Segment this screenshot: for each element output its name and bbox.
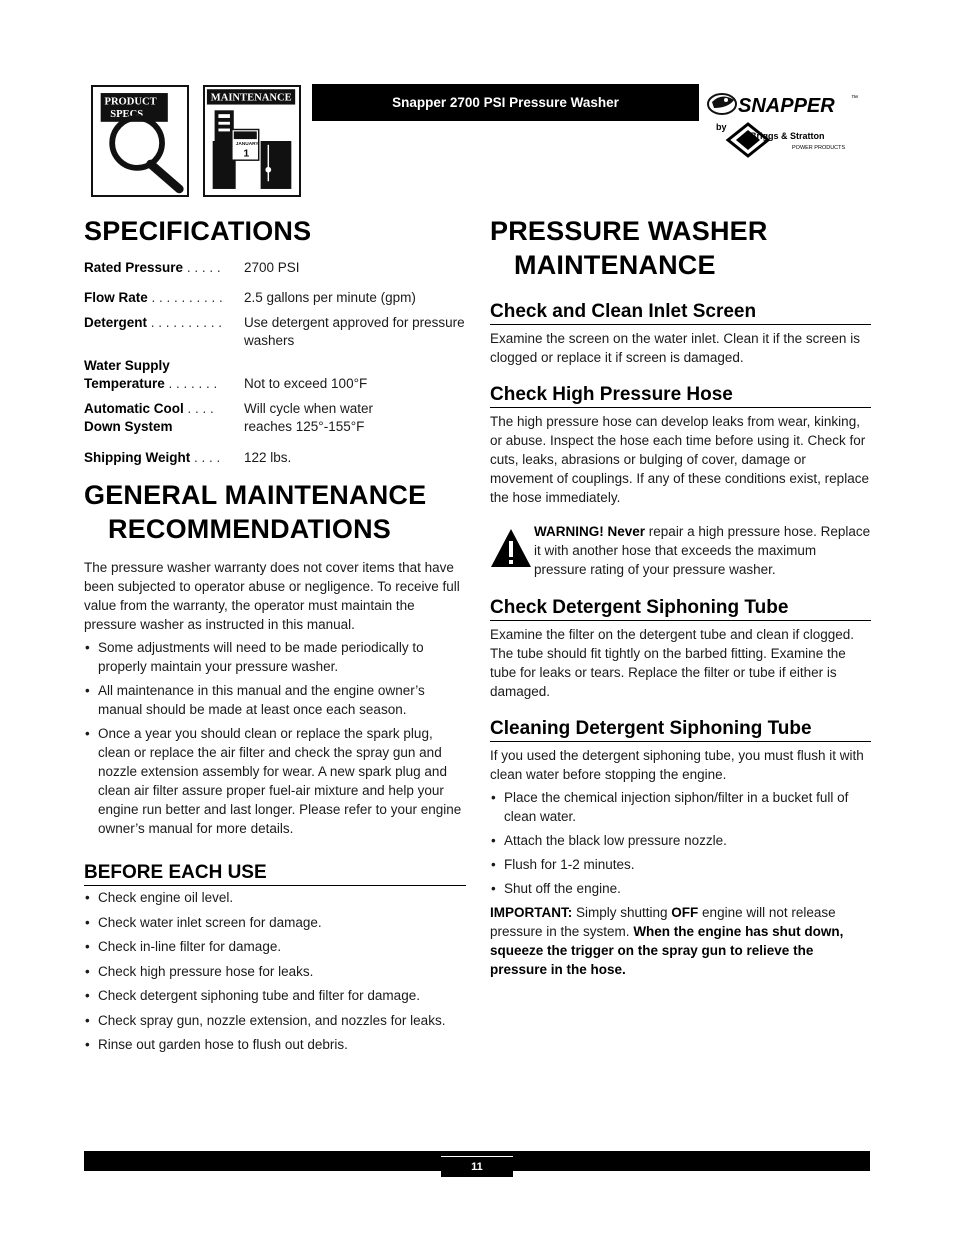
- general-heading-line1: GENERAL MAINTENANCE: [84, 480, 427, 510]
- spec-value: Use detergent approved for pressure washers: [244, 315, 465, 348]
- list-item: • Check detergent siphoning tube and filter for damage.: [84, 986, 466, 1005]
- warning-body: repair a high pressure hose. Replace it with another hose that exceeds the maximum pressure rating of your pressure washer.: [534, 524, 871, 577]
- inlet-screen-text: Examine the screen on the water inlet. Clean it if the screen is clogged or replace it if screen is damaged.: [490, 331, 860, 365]
- list-item: • All maintenance in this manual and the engine owner’s manual should be made at least once each season.: [84, 681, 466, 719]
- spec-value: Not to exceed 100°F: [244, 376, 368, 391]
- general-intro: The pressure washer warranty does not cover items that have been subjected to operator abuse or negligence. To receive full value from the warranty, the operator must maintain the pressure washer as instructed in this manual.: [84, 560, 460, 632]
- spec-row-down-system: [84, 418, 466, 436]
- spec-dots: . . . . . . .: [164, 376, 218, 391]
- spec-dots: . . . . .: [183, 260, 221, 275]
- spec-label: Down System: [84, 419, 173, 434]
- logo-sub: POWER PRODUCTS: [792, 145, 846, 151]
- important-off: OFF: [671, 905, 699, 920]
- list-item: • Check engine oil level.: [84, 888, 466, 907]
- right-column: [490, 214, 871, 979]
- high-pressure-hose-heading: Check High Pressure Hose: [490, 384, 871, 408]
- list-item: • Shut off the engine.: [490, 879, 871, 898]
- general-bullets: [84, 638, 466, 838]
- list-item: • Some adjustments will need to be made periodically to properly maintain your pressure washer.: [84, 638, 466, 676]
- list-item: • Check water inlet screen for damage.: [84, 913, 466, 932]
- warning-triangle-icon: [490, 522, 534, 579]
- spec-value: [244, 357, 466, 375]
- pwm-heading-line1: PRESSURE WASHER: [490, 216, 768, 246]
- before-each-use-heading: BEFORE EACH USE: [84, 862, 466, 886]
- warning-label: WARNING!: [534, 524, 604, 539]
- spec-row-shipping-weight: [84, 449, 466, 467]
- spec-label: Flow Rate: [84, 290, 148, 305]
- spec-row-flow-rate: [84, 289, 466, 307]
- spec-dots: . . . .: [190, 450, 221, 465]
- list-item: • Attach the black low pressure nozzle.: [490, 831, 871, 850]
- product-specs-line2: SPECS: [110, 109, 144, 121]
- spec-label: Detergent: [84, 315, 148, 330]
- calendar-month: JANUARY: [235, 141, 259, 147]
- spec-label: Automatic Cool: [84, 401, 184, 416]
- list-item: • Check high pressure hose for leaks.: [84, 962, 466, 981]
- list-item: • Rinse out garden hose to flush out debris.: [84, 1035, 466, 1054]
- logo-by: by: [716, 122, 727, 132]
- spec-row-detergent: [84, 314, 466, 350]
- warning-never: Never: [607, 524, 646, 539]
- important-note: [490, 903, 871, 979]
- check-siphon-heading: Check Detergent Siphoning Tube: [490, 597, 871, 621]
- calendar-day: 1: [243, 147, 250, 160]
- spec-dots: . . . .: [183, 401, 214, 416]
- maintenance-icon-label: MAINTENANCE: [210, 92, 292, 104]
- logo-parent: Briggs & Stratton: [750, 131, 825, 141]
- page-number: 11: [441, 1156, 513, 1177]
- maintenance-icon: [203, 85, 301, 197]
- spec-value: 122 lbs.: [244, 450, 292, 465]
- spec-label: Shipping Weight: [84, 450, 191, 465]
- spec-row-temperature: [84, 375, 466, 393]
- important-bold: When the engine has shut down, squeeze the trigger on the spray gun to relieve the pressure in the hose.: [490, 924, 844, 977]
- spec-value: Will cycle when water: [244, 401, 374, 416]
- left-column: [84, 214, 466, 1054]
- check-siphon-text: Examine the filter on the detergent tube and clean if clogged. The tube should fit tightly on the barbed fitting. Examine the tube for leaks or tears. Replace the filter or tube if either is damaged.: [490, 627, 854, 699]
- spec-row-automatic-cool: [84, 400, 466, 418]
- important-label: IMPORTANT:: [490, 905, 573, 920]
- warning-text: [534, 522, 871, 579]
- list-item: • Once a year you should clean or replace the spark plug, clean or replace the air filter and check the spray gun and nozzle extension assembly for wear. A new spark plug and clean air filter assure proper fuel-air mixture and help your engine run better and last longer. Please refer to your engine owner’s manual for more details.: [84, 724, 466, 838]
- snapper-briggs-logo: [706, 86, 866, 158]
- spec-label: Water Supply: [84, 358, 170, 373]
- pressure-washer-maintenance-heading: [490, 214, 871, 282]
- clean-siphon-bullets: [490, 788, 871, 898]
- clean-siphon-heading: Cleaning Detergent Siphoning Tube: [490, 718, 871, 742]
- spec-label: Temperature: [84, 376, 165, 391]
- high-pressure-hose-text: The high pressure hose can develop leaks from wear, kinking, or abuse. Inspect the hose each time before using it. Check for cuts, leaks, abrasions or bulging of cover, damage or movement of couplings. If any of these conditions exist, replace the hose immediately.: [490, 414, 869, 505]
- list-item: • Check in-line filter for damage.: [84, 937, 466, 956]
- important-text1: Simply shutting: [572, 905, 672, 920]
- list-item: • Check spray gun, nozzle extension, and nozzles for leaks.: [84, 1011, 466, 1030]
- inlet-screen-heading: Check and Clean Inlet Screen: [490, 301, 871, 325]
- general-maintenance-heading: [84, 478, 466, 546]
- list-item: • Flush for 1-2 minutes.: [490, 855, 871, 874]
- product-specs-line1: PRODUCT: [104, 96, 157, 108]
- spec-row-rated-pressure: [84, 259, 466, 277]
- logo-brand: SNAPPER: [738, 95, 835, 117]
- document-title: Snapper 2700 PSI Pressure Washer: [312, 84, 699, 121]
- spec-value: 2700 PSI: [244, 260, 300, 275]
- clean-siphon-text: If you used the detergent siphoning tube, you must flush it with clean water before stopping the engine.: [490, 748, 864, 782]
- specifications-heading: SPECIFICATIONS: [84, 216, 312, 246]
- warning-block: [490, 522, 871, 579]
- spec-value: reaches 125°-155°F: [244, 419, 365, 434]
- important-text2: engine will not release pressure in the system.: [490, 905, 836, 939]
- product-specs-icon: [91, 85, 189, 197]
- spec-label: Rated Pressure: [84, 260, 184, 275]
- specifications-list: [84, 259, 466, 467]
- spec-dots: . . . . . . . . . .: [147, 290, 223, 305]
- spec-row-water-supply: [84, 357, 466, 375]
- before-each-use-bullets: [84, 888, 466, 1054]
- spec-dots: . . . . . . . . . .: [147, 315, 223, 330]
- logo-tm: ™: [851, 95, 858, 102]
- general-heading-line2: RECOMMENDATIONS: [108, 514, 391, 544]
- spec-value: 2.5 gallons per minute (gpm): [244, 290, 416, 305]
- pwm-heading-line2: MAINTENANCE: [514, 250, 716, 280]
- list-item: • Place the chemical injection siphon/filter in a bucket full of clean water.: [490, 788, 871, 826]
